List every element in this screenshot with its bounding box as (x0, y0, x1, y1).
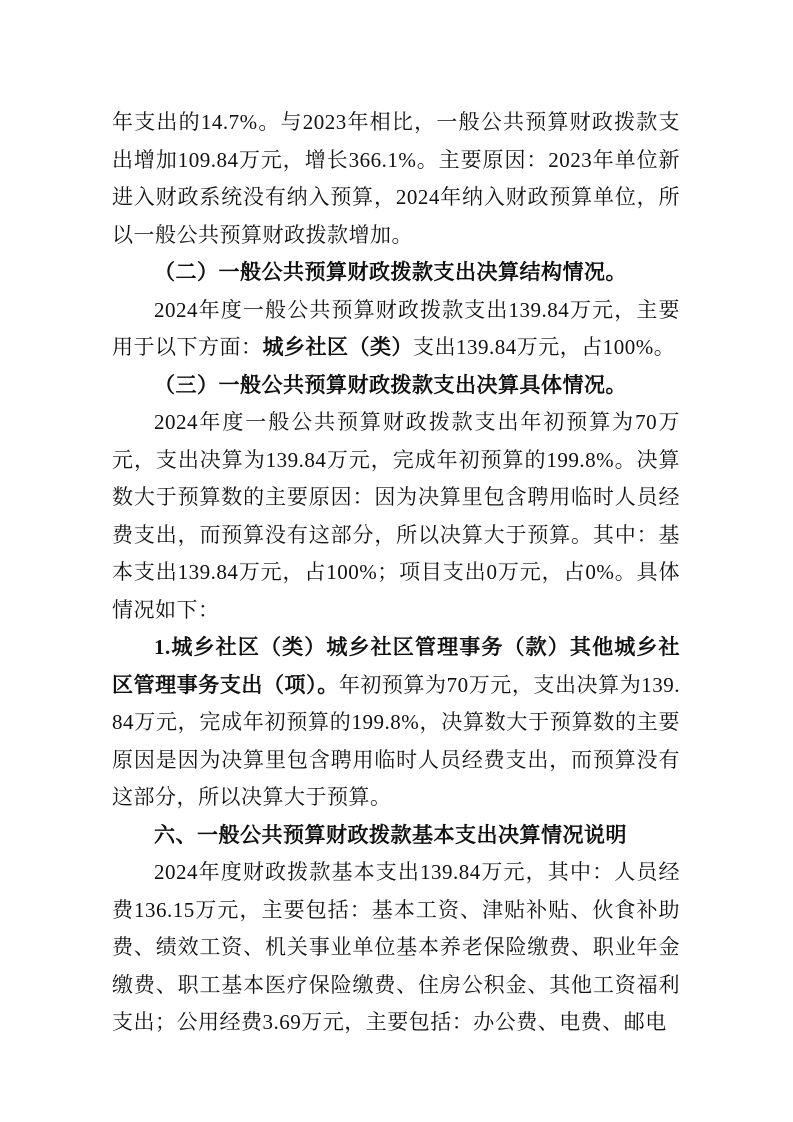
heading-section-2 (112, 254, 680, 292)
paragraph-text: 2024年度财政拨款基本支出139.84万元，其中：人员经费136.15万元，主要包括：基本工资、津贴补贴、伙食补助费、绩效工资、机关事业单位基本养老保险缴费、职业年金缴费、职工基本医疗保险缴费、住房公积金、其他工资福利支出；公用经费3.69万元，主要包括：办公费、电费、邮电 (112, 860, 680, 1034)
heading-text: （三）一般公共预算财政拨款支出决算具体情况。 (154, 372, 627, 397)
heading-section-6 (112, 817, 680, 855)
paragraph-continuation (112, 104, 680, 254)
paragraph-text: 2024年度一般公共预算财政拨款支出年初预算为70万元，支出决算为139.84万元，完成年初预算的199.8%。决算数大于预算数的主要原因：因为决算里包含聘用临时人员经费支出，而预算没有这部分，所以决算大于预算。其中：基本支出139.84万元，占100%；项目支出0万元，占0%。具体情况如下： (112, 410, 680, 622)
paragraph-item-1 (112, 629, 680, 817)
heading-text: （二）一般公共预算财政拨款支出决算结构情况。 (154, 260, 627, 284)
paragraph-text-bold: 城乡社区（类） (262, 335, 413, 359)
paragraph-text-bold: 1.城乡社区（类）城乡社区管理事务（款）其他城乡社区管理事务支出（项）。 (112, 635, 680, 697)
paragraph-detail (112, 404, 680, 629)
paragraph-text: 年支出的14.7%。与2023年相比，一般公共预算财政拨款支出增加109.84万元，增长366.1%。主要原因：2023年单位新进入财政系统没有纳入预算，2024年纳入财政预算单位，所以一般公共预算财政拨款增加。 (112, 110, 680, 247)
paragraph-structure (112, 292, 680, 367)
heading-section-3 (112, 367, 680, 405)
heading-text: 六、一般公共预算财政拨款基本支出决算情况说明 (154, 823, 627, 847)
paragraph-text: 年初预算为70万元，支出决算为139.84万元，完成年初预算的199.8%，决算数大于预算数的主要原因是因为决算里包含聘用临时人员经费支出，而预算没有这部分，所以决算大于预算。 (112, 672, 681, 809)
paragraph-text: 支出139.84万元，占100%。 (413, 335, 676, 359)
paragraph-text: 2024年度一般公共预算财政拨款支出139.84万元，主要用于以下方面： (112, 297, 680, 359)
paragraph-basic-expenditure (112, 854, 680, 1042)
